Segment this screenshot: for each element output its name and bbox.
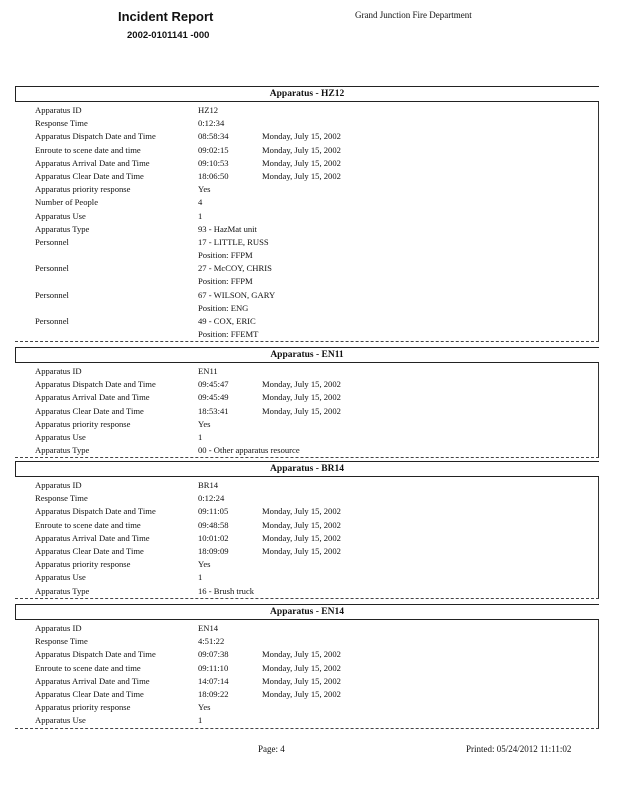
field-value: EN11 <box>198 366 218 376</box>
field-label: Apparatus Dispatch Date and Time <box>35 379 156 390</box>
apparatus-section <box>15 86 599 342</box>
field-date: Monday, July 15, 2002 <box>262 675 341 686</box>
report-title: Incident Report <box>118 9 214 24</box>
field-row <box>15 505 599 518</box>
apparatus-section <box>15 604 599 729</box>
field-row <box>15 223 599 236</box>
field-row <box>15 391 599 404</box>
field-value: Yes <box>198 559 211 570</box>
field-row <box>15 144 599 157</box>
field-date: Monday, July 15, 2002 <box>262 532 341 543</box>
field-row <box>15 662 599 675</box>
field-row <box>15 405 599 418</box>
field-row <box>15 519 599 532</box>
section-divider <box>15 457 599 458</box>
field-row <box>15 431 599 444</box>
field-value: Yes <box>198 702 211 713</box>
field-row <box>15 275 599 288</box>
field-date: Monday, July 15, 2002 <box>262 688 341 699</box>
field-value: 93 - HazMat unit <box>198 223 257 234</box>
field-label: Apparatus Clear Date and Time <box>35 545 144 556</box>
field-value: 0:12:24 <box>198 493 225 504</box>
field-label: Response Time <box>35 636 88 647</box>
field-value: Yes <box>198 184 211 195</box>
field-row <box>15 365 599 378</box>
field-label: Apparatus Use <box>35 210 86 221</box>
field-value: 0:12:34 <box>198 118 225 129</box>
field-row <box>15 302 599 315</box>
field-row <box>15 492 599 505</box>
field-label: Apparatus ID <box>35 480 82 490</box>
field-date: Monday, July 15, 2002 <box>262 170 341 181</box>
field-date: Monday, July 15, 2002 <box>262 545 341 556</box>
field-value: Position: FFPM <box>198 250 253 261</box>
field-value: 08:58:34 <box>198 131 229 142</box>
field-value: 67 - WILSON, GARY <box>198 289 276 300</box>
field-label: Apparatus priority response <box>35 559 131 570</box>
field-value: 09:02:15 <box>198 144 229 155</box>
field-label: Apparatus Clear Date and Time <box>35 170 144 181</box>
field-label: Apparatus Type <box>35 223 90 234</box>
field-date: Monday, July 15, 2002 <box>262 662 341 673</box>
field-label: Apparatus Use <box>35 715 86 726</box>
field-value: 18:09:22 <box>198 688 229 699</box>
field-value: 17 - LITTLE, RUSS <box>198 236 269 247</box>
field-date: Monday, July 15, 2002 <box>262 405 341 416</box>
field-row <box>15 545 599 558</box>
department-name: Grand Junction Fire Department <box>355 10 472 20</box>
field-date: Monday, July 15, 2002 <box>262 157 341 168</box>
field-label: Apparatus Dispatch Date and Time <box>35 649 156 660</box>
field-label: Apparatus priority response <box>35 184 131 195</box>
field-value: 1 <box>198 572 203 583</box>
field-value: 09:11:05 <box>198 506 229 517</box>
field-date: Monday, July 15, 2002 <box>262 506 341 517</box>
field-label: Personnel <box>35 289 69 300</box>
field-label: Apparatus Dispatch Date and Time <box>35 506 156 517</box>
field-row <box>15 196 599 209</box>
section-title: Apparatus - EN11 <box>15 347 599 363</box>
field-value: 4:51:22 <box>198 636 225 647</box>
field-label: Apparatus ID <box>35 105 82 115</box>
page-number: Page: 4 <box>258 744 285 754</box>
field-value: 49 - COX, ERIC <box>198 316 256 326</box>
field-value: BR14 <box>198 480 219 490</box>
incident-number: 2002-0101141 -000 <box>127 30 210 41</box>
field-label: Apparatus Type <box>35 445 90 456</box>
field-label: Enroute to scene date and time <box>35 144 141 155</box>
field-row <box>15 688 599 701</box>
field-row <box>15 701 599 714</box>
field-row <box>15 635 599 648</box>
section-body <box>15 620 599 728</box>
field-label: Apparatus Arrival Date and Time <box>35 392 150 403</box>
field-value: 1 <box>198 715 203 726</box>
field-value: Position: ENG <box>198 302 249 313</box>
field-row <box>15 532 599 545</box>
field-row <box>15 170 599 183</box>
field-label: Apparatus Type <box>35 585 90 596</box>
field-label: Enroute to scene date and time <box>35 519 141 530</box>
field-value: EN14 <box>198 623 219 633</box>
field-label: Apparatus Use <box>35 431 86 442</box>
field-row <box>15 289 599 302</box>
field-value: HZ12 <box>198 105 219 115</box>
field-row <box>15 210 599 223</box>
section-title: Apparatus - HZ12 <box>15 86 599 102</box>
field-date: Monday, July 15, 2002 <box>262 131 341 142</box>
field-label: Apparatus Clear Date and Time <box>35 405 144 416</box>
field-label: Apparatus Use <box>35 572 86 583</box>
field-value: 18:06:50 <box>198 170 229 181</box>
field-value: 16 - Brush truck <box>198 585 255 596</box>
field-label: Number of People <box>35 197 99 208</box>
field-label: Response Time <box>35 493 88 504</box>
section-title: Apparatus - EN14 <box>15 604 599 620</box>
field-value: 10:01:02 <box>198 532 229 543</box>
section-divider <box>15 341 599 342</box>
field-row <box>15 675 599 688</box>
field-value: 09:48:58 <box>198 519 229 530</box>
field-date: Monday, July 15, 2002 <box>262 144 341 155</box>
field-value: 09:45:47 <box>198 379 229 390</box>
field-value: 09:11:10 <box>198 662 229 673</box>
field-row <box>15 328 599 341</box>
field-label: Apparatus Arrival Date and Time <box>35 157 150 168</box>
field-value: 1 <box>198 431 203 442</box>
field-row <box>15 558 599 571</box>
field-row <box>15 157 599 170</box>
section-body <box>15 477 599 598</box>
field-label: Apparatus ID <box>35 366 82 376</box>
printed-timestamp: Printed: 05/24/2012 11:11:02 <box>466 744 572 754</box>
field-value: 27 - McCOY, CHRIS <box>198 263 272 274</box>
field-label: Apparatus ID <box>35 623 82 633</box>
field-row <box>15 104 599 117</box>
field-row <box>15 117 599 130</box>
field-row <box>15 183 599 196</box>
field-value: 4 <box>198 197 203 208</box>
field-row <box>15 585 599 598</box>
section-divider <box>15 728 599 729</box>
apparatus-section <box>15 347 599 458</box>
field-label: Apparatus Arrival Date and Time <box>35 675 150 686</box>
section-divider <box>15 598 599 599</box>
field-value: 09:10:53 <box>198 157 229 168</box>
field-label: Apparatus Arrival Date and Time <box>35 532 150 543</box>
field-row <box>15 262 599 275</box>
field-row <box>15 315 599 328</box>
field-label: Apparatus Clear Date and Time <box>35 688 144 699</box>
field-value: 18:09:09 <box>198 545 229 556</box>
field-value: 09:07:38 <box>198 649 229 660</box>
field-value: Position: FFEMT <box>198 329 259 340</box>
field-value: 18:53:41 <box>198 405 229 416</box>
field-date: Monday, July 15, 2002 <box>262 379 341 390</box>
field-date: Monday, July 15, 2002 <box>262 392 341 403</box>
field-row <box>15 130 599 143</box>
section-body <box>15 363 599 457</box>
field-row <box>15 236 599 249</box>
field-value: 1 <box>198 210 203 221</box>
field-row <box>15 249 599 262</box>
field-value: Yes <box>198 418 211 429</box>
field-row <box>15 378 599 391</box>
field-value: 09:45:49 <box>198 392 229 403</box>
field-label: Personnel <box>35 263 69 274</box>
field-row <box>15 479 599 492</box>
field-label: Apparatus priority response <box>35 418 131 429</box>
field-label: Enroute to scene date and time <box>35 662 141 673</box>
field-value: Position: FFPM <box>198 276 253 287</box>
apparatus-section <box>15 461 599 599</box>
field-date: Monday, July 15, 2002 <box>262 649 341 660</box>
field-row <box>15 418 599 431</box>
field-value: 00 - Other apparatus resource <box>198 445 300 456</box>
section-body <box>15 102 599 341</box>
field-row <box>15 648 599 661</box>
section-title: Apparatus - BR14 <box>15 461 599 477</box>
field-date: Monday, July 15, 2002 <box>262 519 341 530</box>
field-label: Personnel <box>35 316 69 326</box>
field-label: Apparatus Dispatch Date and Time <box>35 131 156 142</box>
field-row <box>15 622 599 635</box>
field-row <box>15 571 599 584</box>
field-row <box>15 444 599 457</box>
field-label: Apparatus priority response <box>35 702 131 713</box>
field-value: 14:07:14 <box>198 675 229 686</box>
field-label: Personnel <box>35 236 69 247</box>
field-label: Response Time <box>35 118 88 129</box>
field-row <box>15 714 599 727</box>
